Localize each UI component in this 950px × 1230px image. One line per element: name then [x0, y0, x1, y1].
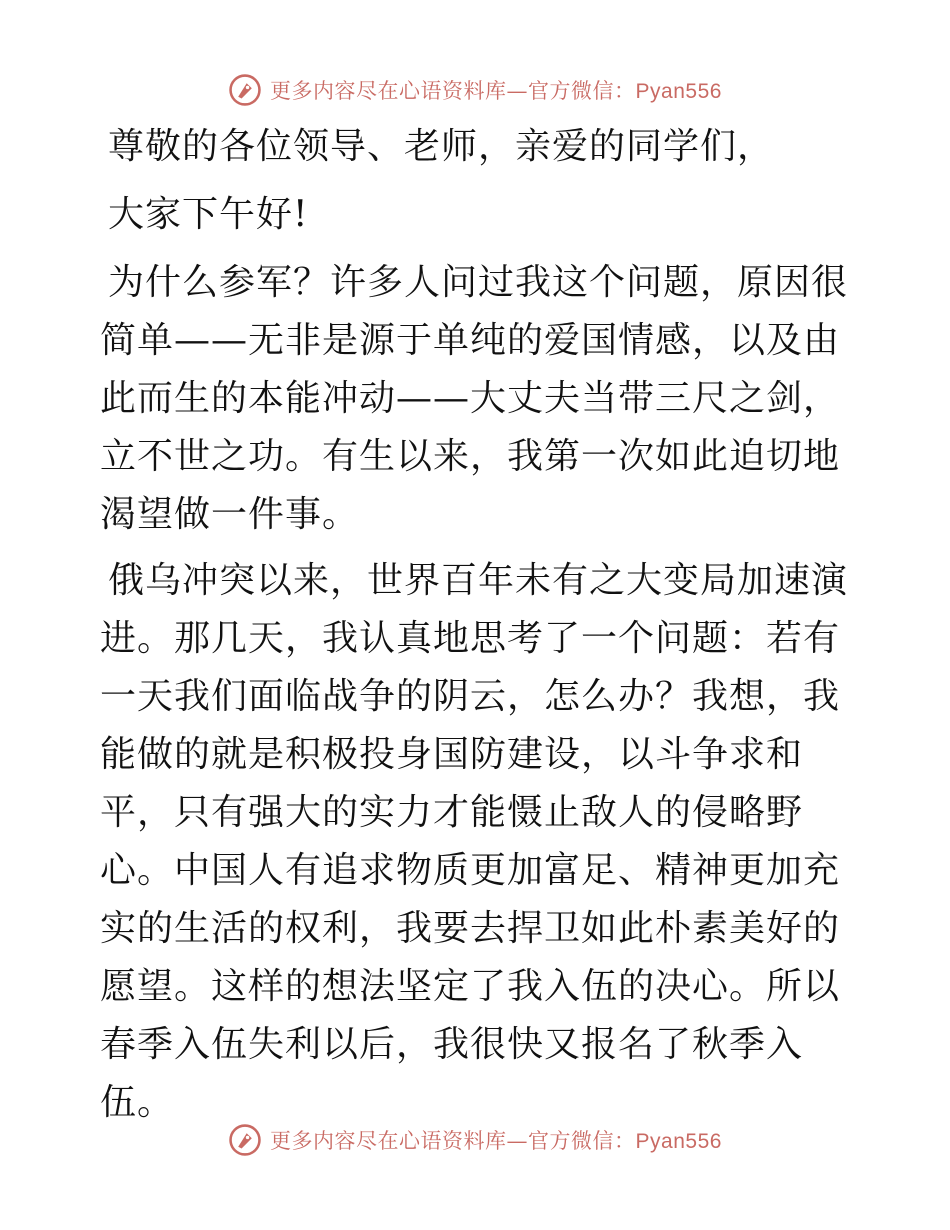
watermark-main: 更多内容尽在心语资料库	[270, 1129, 507, 1153]
body-paragraph-1: 为什么参军？许多人问过我这个问题，原因很简单——无非是源于单纯的爱国情感，以及由此而生的本能冲动——大丈夫当带三尺之剑，立不世之功。有生以来，我第一次如此迫切地渴望做一件事。	[100, 262, 849, 535]
watermark-separator: —	[506, 79, 529, 103]
salutation-paragraph: 尊敬的各位领导、老师，亲爱的同学们，	[108, 126, 775, 167]
header-watermark	[0, 70, 950, 110]
watermark-account: Pyan556	[635, 80, 722, 103]
watermark-text	[270, 75, 722, 105]
watermark-label: 官方微信：	[528, 1129, 636, 1153]
watermark-label: 官方微信：	[528, 79, 636, 103]
watermark-main: 更多内容尽在心语资料库	[270, 79, 507, 103]
document-body	[100, 118, 850, 1140]
pen-nib-logo-icon	[228, 1123, 262, 1157]
footer-watermark	[0, 1120, 950, 1160]
pen-nib-logo-icon	[228, 73, 262, 107]
greeting-paragraph: 大家下午好!	[108, 194, 309, 235]
watermark-separator: —	[506, 1129, 529, 1153]
watermark-text	[270, 1125, 722, 1155]
watermark-account: Pyan556	[635, 1130, 722, 1153]
body-paragraph-2: 俄乌冲突以来，世界百年未有之大变局加速演进。那几天，我认真地思考了一个问题：若有一天我们面临战争的阴云，怎么办？我想，我能做的就是积极投身国防建设，以斗争求和平，只有强大的实力才能慑止敌人的侵略野心。中国人有追求物质更加富足、精神更加充实的生活的权利，我要去捍卫如此朴素美好的愿望。这样的想法坚定了我入伍的决心。所以春季入伍失利以后，我很快又报名了秋季入伍。	[100, 560, 849, 1123]
